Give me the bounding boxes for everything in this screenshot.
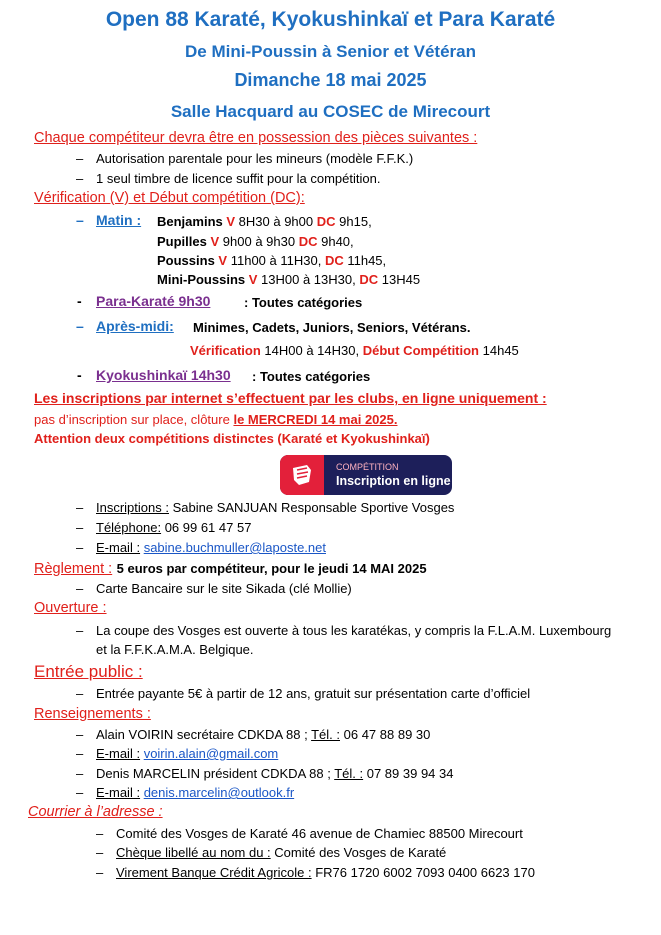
reglement-item: Carte Bancaire sur le site Sikada (clé Mollie) — [96, 581, 352, 596]
registration-closing — [34, 412, 397, 427]
tel-value: 07 89 39 94 34 — [366, 766, 454, 781]
tel-label: Tél. : — [311, 727, 340, 742]
public-item: Entrée payante 5€ à partir de 12 ans, gratuit sur présentation carte d’officiel — [96, 686, 531, 701]
apres-midi-categories: Minimes, Cadets, Juniors, Seniors, Vétérans. — [193, 320, 471, 335]
schedule-category: Poussins — [157, 253, 215, 268]
email-link[interactable]: voirin.alain@gmail.com — [143, 746, 279, 761]
debut-marker: DC — [298, 234, 318, 249]
event-date: Dimanche 18 mai 2025 — [234, 70, 427, 90]
verification-label: Vérification — [190, 343, 261, 358]
dash-marker: – — [76, 785, 84, 800]
apres-midi-timing — [190, 343, 519, 358]
renseignements-heading: Renseignements : — [34, 706, 151, 722]
badge-label: Inscription en ligne — [336, 474, 451, 488]
verification-time: 8H30 à 9h00 — [238, 214, 314, 229]
schedule-row — [157, 214, 372, 229]
reglement-line — [34, 560, 427, 578]
courrier-virement — [116, 865, 535, 880]
schedule-row — [157, 234, 354, 249]
courrier-address: Comité des Vosges de Karaté 46 avenue de Chamiec 88500 Mirecourt — [116, 826, 523, 841]
dash-marker: – — [96, 826, 104, 841]
schedule-heading: Vérification (V) et Début compétition (DC): — [34, 190, 305, 206]
ouverture-line: La coupe des Vosges est ouverte à tous les karatékas, y compris la F.L.A.M. Luxembourg — [96, 623, 612, 638]
debut-marker: DC — [316, 214, 336, 229]
verification-marker: V — [218, 253, 228, 268]
reglement-heading: Règlement : — [34, 561, 113, 577]
contact-inscriptions — [96, 500, 454, 515]
ouverture-heading: Ouverture : — [34, 600, 107, 616]
verification-marker: V — [226, 214, 236, 229]
email-link[interactable]: denis.marcelin@outlook.fr — [143, 785, 295, 800]
debut-label: Début Compétition — [362, 343, 479, 358]
registration-heading: Les inscriptions par internet s’effectuent par les clubs, en ligne uniquement : — [34, 390, 547, 406]
verification-time: 9h00 à 9h30 — [222, 234, 296, 249]
email-label: E-mail : — [96, 746, 141, 761]
schedule-category: Benjamins — [157, 214, 223, 229]
dash-marker: – — [76, 540, 84, 555]
contact-email — [96, 540, 326, 555]
documents-heading: Chaque compétiteur devra être en possession des pièces suivantes : — [34, 130, 478, 146]
badge-caption: COMPÉTITION — [336, 462, 399, 472]
courrier-heading: Courrier à l’adresse : — [28, 804, 163, 820]
contact-value: 06 99 61 47 57 — [164, 520, 252, 535]
matin-label: Matin : — [96, 212, 142, 228]
tel-value: 06 47 88 89 30 — [343, 727, 431, 742]
contact-label: E-mail : — [96, 540, 141, 555]
contact-marcelin — [96, 766, 453, 781]
para-karate-text: : Toutes catégories — [244, 295, 363, 310]
dash-marker: – — [76, 766, 84, 781]
debut-time: 9h15, — [339, 214, 372, 229]
dash-marker: – — [76, 581, 84, 596]
schedule-category: Mini-Poussins — [157, 272, 246, 287]
kyokushinkai-label: Kyokushinkaï 14h30 — [96, 367, 231, 383]
virement-label: Virement Banque Crédit Agricole : — [116, 865, 312, 880]
dash-marker: – — [76, 500, 84, 515]
ouverture-line: et la F.F.K.A.M.A. Belgique. — [96, 642, 254, 657]
online-registration-button[interactable] — [280, 455, 452, 495]
dash-marker: – — [76, 318, 84, 334]
debut-marker: DC — [324, 253, 344, 268]
registration-warning: Attention deux compétitions distinctes (Karaté et Kyokushinkaï) — [34, 431, 430, 446]
contact-voirin — [96, 727, 430, 742]
page-subtitle: De Mini-Poussin à Senior et Vétéran — [185, 42, 476, 61]
dash-marker: – — [76, 151, 84, 166]
debut-time: 14h45 — [482, 343, 519, 358]
contact-name: Alain VOIRIN secrétaire CDKDA 88 ; — [96, 727, 308, 742]
cheque-label: Chèque libellé au nom du : — [116, 845, 271, 860]
schedule-row — [157, 272, 420, 287]
bullet-marker: - — [77, 293, 82, 309]
verification-time: 13H00 à 13H30, — [261, 272, 356, 287]
email-label: E-mail : — [96, 785, 141, 800]
kyokushinkai-text: : Toutes catégories — [252, 369, 371, 384]
schedule-category: Pupilles — [157, 234, 207, 249]
tel-label: Tél. : — [334, 766, 364, 781]
dash-marker: – — [96, 845, 104, 860]
closing-text: pas d’inscription sur place, clôture — [34, 412, 230, 427]
contact-marcelin-email — [96, 785, 294, 800]
bullet-marker: - — [77, 367, 82, 383]
verification-time: 14H00 à 14H30, — [264, 343, 360, 358]
courrier-cheque — [116, 845, 446, 860]
dash-marker: – — [76, 727, 84, 742]
verification-marker: V — [210, 234, 220, 249]
documents-item: Autorisation parentale pour les mineurs (modèle F.F.K.) — [96, 151, 414, 166]
contact-label: Inscriptions : — [96, 500, 169, 515]
reglement-text: 5 euros par compétiteur, pour le jeudi 14 MAI 2025 — [116, 561, 427, 576]
para-karate-label: Para-Karaté 9h30 — [96, 293, 211, 309]
dash-marker: – — [76, 686, 84, 701]
page-title: Open 88 Karaté, Kyokushinkaï et Para Karaté — [105, 8, 556, 31]
virement-value: FR76 1720 6002 7093 0400 6623 170 — [315, 865, 535, 880]
dash-marker: – — [76, 212, 84, 228]
event-venue: Salle Hacquard au COSEC de Mirecourt — [170, 102, 491, 121]
documents-item: 1 seul timbre de licence suffit pour la compétition. — [96, 171, 381, 186]
contact-label: Téléphone: — [96, 520, 162, 535]
email-link[interactable]: sabine.buchmuller@laposte.net — [143, 540, 326, 555]
verification-marker: V — [248, 272, 258, 287]
contact-voirin-email — [96, 746, 278, 761]
cheque-value: Comité des Vosges de Karaté — [274, 845, 447, 860]
apres-midi-label: Après-midi: — [96, 318, 174, 334]
dash-marker: – — [76, 171, 84, 186]
closing-date: le MERCREDI 14 mai 2025. — [233, 412, 398, 427]
contact-value: Sabine SANJUAN Responsable Sportive Vosges — [172, 500, 455, 515]
verification-time: 11h00 à 11H30, — [230, 253, 322, 268]
contact-name: Denis MARCELIN président CDKDA 88 ; — [96, 766, 331, 781]
debut-time: 9h40, — [321, 234, 354, 249]
dash-marker: – — [76, 520, 84, 535]
dash-marker: – — [76, 623, 84, 638]
debut-time: 13H45 — [381, 272, 421, 287]
debut-marker: DC — [359, 272, 379, 287]
debut-time: 11h45, — [347, 253, 387, 268]
schedule-row — [157, 253, 386, 268]
karate-fist-icon — [280, 455, 324, 495]
public-heading: Entrée public : — [34, 662, 143, 681]
dash-marker: – — [96, 865, 104, 880]
contact-telephone — [96, 520, 251, 535]
dash-marker: – — [76, 746, 84, 761]
